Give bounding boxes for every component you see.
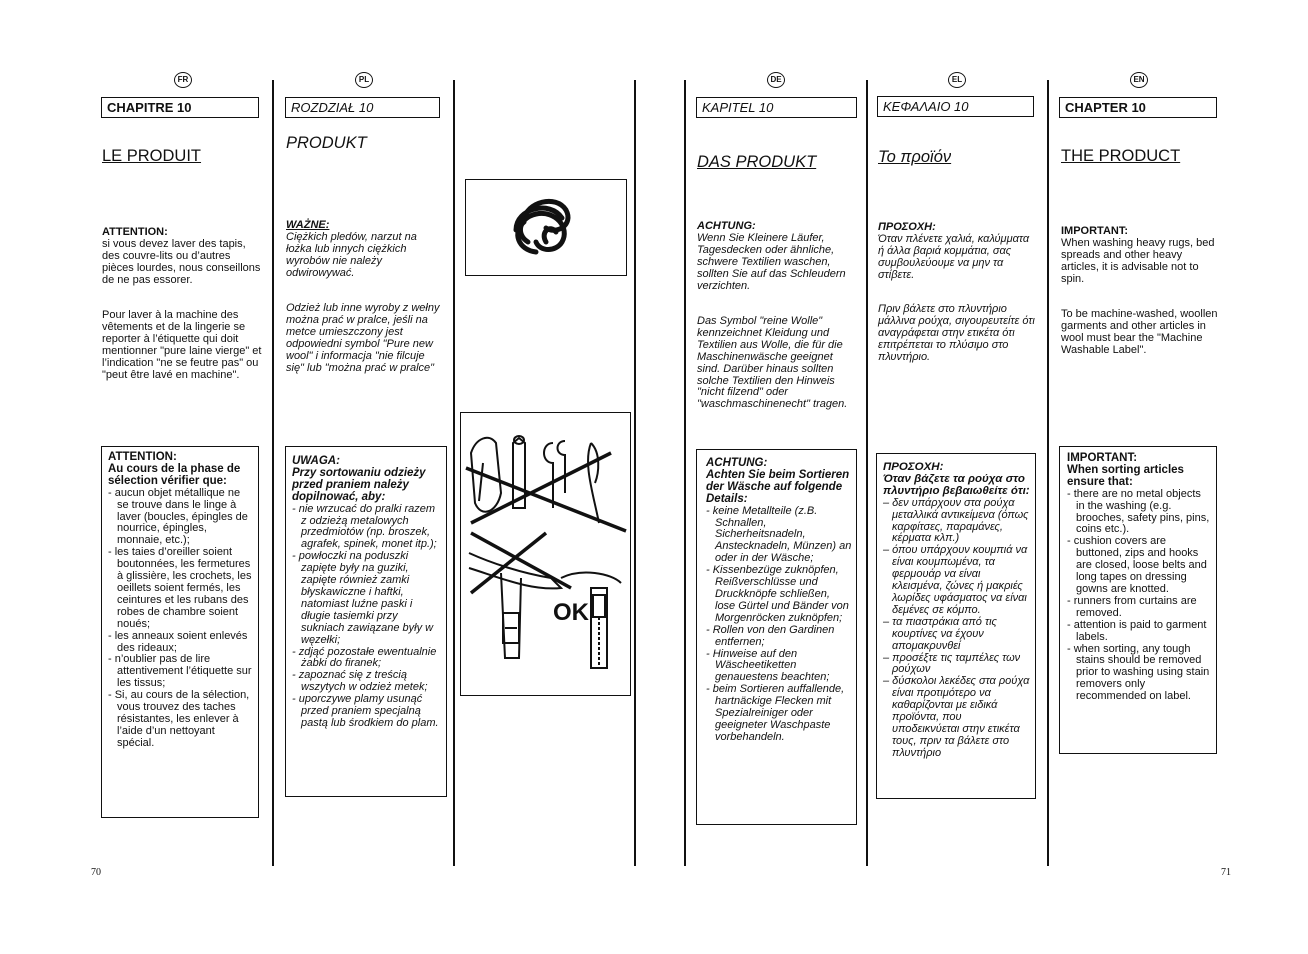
list-item: - nie wrzucać do pralki razem z odzieżą metalowych przedmiotów (np. broszek, agrafek, spinek, monet itp.); — [292, 502, 437, 551]
cross-out-icon — [466, 453, 626, 531]
section-title-en: THE PRODUCT — [1061, 147, 1181, 165]
sorting-list — [108, 488, 253, 750]
attention-label: ΠΡΟΣΟΧΗ: — [878, 221, 936, 233]
sorting-box-en — [1059, 446, 1217, 754]
box-heading: ACHTUNG: Achten Sie beim Sortieren der Wäsche auf folgende Details: — [706, 457, 850, 505]
sorting-list — [292, 504, 441, 730]
page-number-left: 70 — [91, 867, 101, 878]
attention-de — [697, 221, 857, 292]
chapter-heading-el: ΚΕΦΑΛΑΙΟ 10 — [877, 96, 1034, 117]
attention-text: si vous devez laver des tapis, des couvre-lits ou d’autres pièces lourdes, nous conseillons de ne pas essorer. — [102, 237, 261, 286]
attention-el — [878, 222, 1036, 282]
wool-paragraph-pl: Odzież lub inne wyroby z wełny można prać w pralce, jeśli na metce umieszczony jest odpowiedni symbol "Pure new wool" i informacja "nie filcuje się" lub "można prać w pralce" — [286, 302, 440, 374]
sorting-list — [1067, 489, 1212, 703]
box-heading: UWAGA: Przy sortowaniu odzieży przed praniem należy dopilnować, aby: — [292, 455, 426, 503]
sorting-box-el — [876, 453, 1036, 799]
section-title-pl: PRODUKT — [286, 134, 367, 152]
list-item: - beim Sortieren auffallende, hartnäckige Flecken mit Spezialreiniger oder geeigneter Waschpaste vorbehandeln. — [706, 683, 845, 743]
section-title-el: Το προϊόν — [878, 148, 952, 166]
sorting-box-de — [696, 449, 857, 825]
attention-label: WAŻNE: — [286, 219, 330, 231]
chapter-heading-fr: CHAPITRE 10 — [101, 97, 259, 118]
sorting-box-pl — [285, 446, 447, 797]
list-item: - there are no metal objects in the washing (e.g. brooches, safety pins, pins, coins etc.). — [1067, 487, 1210, 536]
chapter-heading-pl: ROZDZIAŁ 10 — [285, 97, 440, 118]
wool-paragraph-el: Πριν βάλετε στο πλυντήριο μάλλινα ρούχα, σιγουρευτείτε ότι αναγράφεται στην ετικέτα ότι επιτρέπεται το πλύσιμο στο πλυντήριο. — [878, 303, 1035, 363]
list-item: – τα πιαστράκια από τις κουρτίνες να έχουν απομακρυνθεί — [883, 615, 997, 652]
attention-text: Wenn Sie Kleinere Läufer, Tagesdecken oder ähnliche, schwere Textilien waschen, sollten Sie auf das Schleudern verzichten. — [697, 231, 846, 292]
list-item: - uporczywe plamy usunąć przed praniem specjalną pastą lub środkiem do plam. — [292, 693, 439, 729]
language-badge-de: DE — [767, 72, 785, 88]
attention-en — [1061, 226, 1219, 286]
attention-pl — [286, 220, 441, 280]
list-item: - Si, au cours de la sélection, vous trouvez des taches résistantes, les enlever à l’aide d’un nettoyant spécial. — [108, 689, 250, 749]
list-item: - les taies d’oreiller soient boutonnées, les fermetures à glissière, les crochets, les oeillets soient fermés, les ceintures et les rubans des robes de chambre soient noués; — [108, 546, 252, 630]
list-item: - powłoczki na poduszki zapięte były na guziki, zapięte również zamki błyskawiczne i haftki, natomiast luźne paski i długie tasiemki przy sukniach zawiązane były w węzełki; — [292, 550, 434, 646]
list-item: - les anneaux soient enlevés des rideaux; — [108, 629, 248, 654]
woolmark-icon — [466, 180, 626, 275]
attention-label: IMPORTANT: — [1061, 225, 1129, 237]
chapter-heading-en: CHAPTER 10 — [1059, 97, 1217, 118]
metal-objects-icon — [471, 436, 599, 523]
chapter-heading-de: KAPITEL 10 — [696, 97, 857, 118]
section-title-de: DAS PRODUKT — [697, 153, 817, 171]
list-item: – όπου υπάρχουν κουμπιά να είναι κουμπωμένα, τα φερμουάρ να είναι κλεισμένα, ζώνες ή μακριές λωρίδες υφάσματος να είναι δεμένες σε κόμπο. — [883, 544, 1028, 616]
open-zipper-icon — [469, 553, 561, 658]
language-badge-el: EL — [948, 72, 966, 88]
column-divider — [684, 80, 686, 866]
sorting-illustration-frame — [460, 412, 631, 696]
box-heading: ATTENTION: Au cours de la phase de sélection vérifier que: — [108, 451, 241, 487]
sorting-box-fr — [101, 446, 259, 818]
wool-paragraph-de: Das Symbol "reine Wolle" kennzeichnet Kleidung und Textilien aus Wolle, die für die Maschinenwäsche geeignet sind. Darüber hinaus sollten solche Textilien den Hinweis "nicht filzend" oder "waschmaschinenecht" tragen. — [697, 315, 848, 411]
list-item: - cushion covers are buttoned, zips and hooks are closed, loose belts and long tapes on dressing gowns are knotted. — [1067, 535, 1207, 595]
language-badge-fr: FR — [174, 72, 192, 88]
list-item: - keine Metallteile (z.B. Schnallen, Sicherheitsnadeln, Anstecknadeln, Münzen) an oder in der Wäsche; — [706, 504, 852, 565]
column-divider — [272, 80, 274, 866]
list-item: - Kissenbezüge zuknöpfen, Reißverschlüsse und Druckknöpfe schließen, lose Gürtel und Bänder von Morgenröcken zuknöpfen; — [706, 564, 849, 624]
column-divider — [1047, 80, 1049, 866]
column-divider — [453, 80, 455, 866]
attention-text: Όταν πλένετε χαλιά, καλύμματα ή άλλα βαριά κομμάτια, σας συμβουλεύουμε να μην τα στίβετε. — [878, 232, 1030, 281]
list-item: - zdjąć pozostałe ewentualnie żabki do firanek; — [292, 645, 437, 670]
list-item: – δύσκολοι λεκέδες στα ρούχα είναι προτιμότερο να καθαρίζονται με ειδικά προϊόντα, που υποδεικνύεται στην ετικέτα τους, πριν τα βάλετε στο πλυντήριο — [883, 675, 1030, 759]
attention-label: ACHTUNG: — [697, 220, 756, 232]
box-heading: ΠΡΟΣΟΧΗ: Όταν βάζετε τα ρούχα στο πλυντήριο βεβαιωθείτε ότι: — [883, 461, 1030, 497]
list-item: - when sorting, any tough stains should be removed prior to washing using stain removers only recommended on label. — [1067, 642, 1210, 703]
sorting-list — [706, 506, 852, 744]
sorting-list — [883, 498, 1031, 760]
attention-fr — [102, 227, 262, 287]
attention-label: ATTENTION: — [102, 226, 168, 238]
box-heading: IMPORTANT: When sorting articles ensure that: — [1067, 452, 1184, 488]
attention-text: When washing heavy rugs, bed spreads and other heavy articles, it is advisable not to spin. — [1061, 236, 1215, 285]
list-item: – προσέξτε τις ταμπέλες των ρούχων — [883, 651, 1021, 676]
woolmark-symbol-frame — [465, 179, 627, 276]
ok-label: OK — [553, 599, 589, 626]
language-badge-pl: PL — [355, 72, 373, 88]
list-item: – δεν υπάρχουν στα ρούχα μεταλλικά αντικείμενα (όπως καρφίτσες, παραμάνες, κέρματα κλπ.) — [883, 496, 1029, 545]
section-title-fr: LE PRODUIT — [102, 147, 202, 165]
language-badge-en: EN — [1130, 72, 1148, 88]
page-gutter — [634, 80, 636, 866]
list-item: - attention is paid to garment labels. — [1067, 618, 1207, 643]
attention-text: Ciężkich pledów, narzut na łożka lub innych ciężkich wyrobów nie należy odwirowywać. — [286, 230, 417, 279]
wool-paragraph-fr: Pour laver à la machine des vêtements et de la lingerie se reporter à l’étiquette qui doit mentionner "pure laine vierge" et l’indication "ne se feutre pas" ou "peut être lavé en machine". — [102, 309, 262, 381]
list-item: - n’oublier pas de lire attentivement l’étiquette sur les tissus; — [108, 653, 252, 690]
list-item: - Hinweise auf den Wäscheetiketten genauestens beachten; — [706, 647, 830, 684]
list-item: - aucun objet métallique ne se trouve dans le linge à laver (boucles, épingles de nourrice, épingles, monnaie, etc.); — [108, 486, 248, 547]
page-number-right: 71 — [1221, 867, 1231, 878]
sorting-illustration — [461, 413, 630, 695]
list-item: - Rollen von den Gardinen entfernen; — [706, 623, 835, 648]
list-item: - zapoznać się z treścią wszytych w odzież metek; — [292, 669, 428, 694]
wool-paragraph-en: To be machine-washed, woollen garments and other articles in wool must bear the "Machine Washable Label". — [1061, 308, 1218, 356]
column-divider — [866, 80, 868, 866]
list-item: - runners from curtains are removed. — [1067, 594, 1197, 619]
